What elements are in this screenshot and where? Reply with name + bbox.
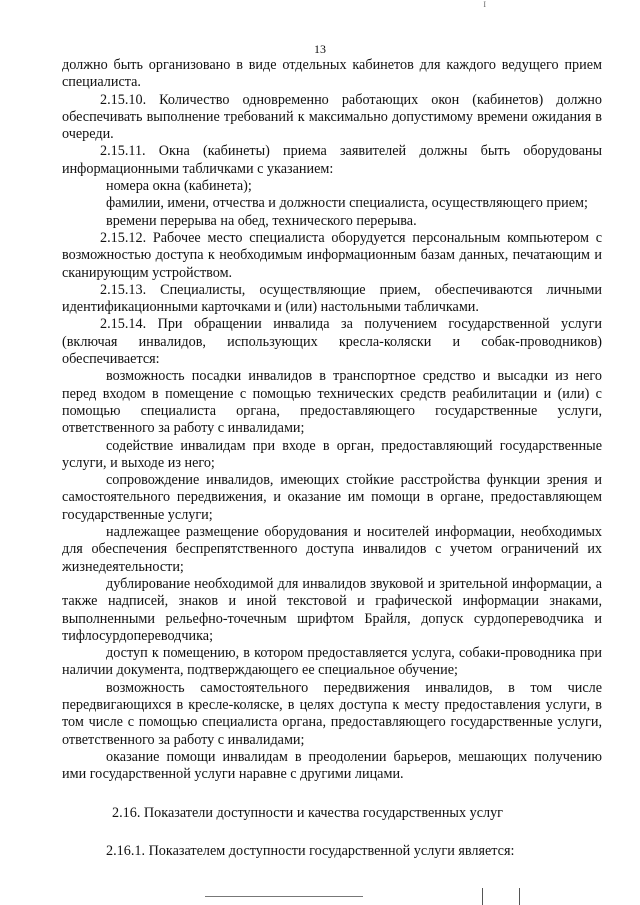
scan-artifact-mark-right — [519, 888, 520, 905]
paragraph-2-15-11: 2.15.11. Окна (кабинеты) приема заявителей должны быть оборудованы информационными табличками с указанием: — [62, 143, 602, 177]
subsection-2-16-1: 2.16.1. Показателем доступности государственной услуги является: — [106, 842, 515, 859]
list-item-information-duplication: дублирование необходимой для инвалидов звуковой и зрительной информации, а также надписей, знаков и иной текстовой и графической информации знаками, выполненными рельефно-точечным шрифтом Брайля, допуск сурдопереводчика и тифлосурдопереводчика; — [62, 575, 602, 644]
paragraph-continued: должно быть организовано в виде отдельных кабинетов для каждого ведущего прием специалиста. — [62, 57, 602, 91]
paragraph-2-15-14: 2.15.14. При обращении инвалида за получением государственной услуги (включая инвалидов, использующих кресла-коляски и собак-проводников) обеспечивается: — [62, 316, 602, 368]
document-body — [62, 57, 602, 860]
scan-corner-mark: I — [483, 0, 486, 9]
list-item-window-number: номера окна (кабинета); — [106, 178, 252, 195]
list-item-guide-dog-access: доступ к помещению, в котором предоставляется услуга, собаки-проводника при наличии документа, подтверждающего ее специальное обучение; — [62, 645, 602, 679]
paragraph-2-15-12: 2.15.12. Рабочее место специалиста оборудуется персональным компьютером с возможностью доступа к необходимым информационным базам данных, печатающим и сканирующим устройством. — [62, 229, 602, 281]
list-item-equipment-placement: надлежащее размещение оборудования и носителей информации, необходимых для обеспечения беспрепятственного доступа инвалидов с учетом ограничений их жизнедеятельности; — [62, 524, 602, 575]
paragraph-2-15-10: 2.15.10. Количество одновременно работающих окон (кабинетов) должно обеспечивать выполнение требований к максимально допустимому времени ожидания в очереди. — [62, 91, 602, 143]
list-item-break-time: времени перерыва на обед, технического перерыва. — [106, 212, 417, 229]
list-item-barrier-help: оказание помощи инвалидам в преодолении барьеров, мешающих получению ими государственной услуги наравне с другими лицами. — [62, 748, 602, 783]
page-number: 13 — [314, 42, 326, 56]
section-heading-2-16: 2.16. Показатели доступности и качества государственных услуг — [112, 805, 503, 822]
paragraph-2-15-13: 2.15.13. Специалисты, осуществляющие прием, обеспечиваются личными идентификационными карточками и (или) настольными табличками. — [62, 281, 602, 316]
list-item-entry-assistance: содействие инвалидам при входе в орган, предоставляющий государственные услуги, и выходе из него; — [62, 437, 602, 471]
list-item-specialist-name: фамилии, имени, отчества и должности специалиста, осуществляющего прием; — [106, 195, 588, 212]
list-item-escort: сопровождение инвалидов, имеющих стойкие расстройства функции зрения и самостоятельного передвижения, и оказание им помощи в органе, предоставляющем государственные услуги; — [62, 472, 602, 523]
scan-artifact-line — [205, 896, 363, 897]
list-item-independent-movement: возможность самостоятельного передвижения инвалидов, в том числе передвигающихся в кресле-коляске, в целях доступа к месту предоставления услуги, в том числе с помощью специалиста органа, предоставляющего государственные услуги, ответственного за работу с инвалидами; — [62, 679, 602, 748]
list-item-transport-access: возможность посадки инвалидов в транспортное средство и высадки из него перед входом в помещение с помощью технических средств реабилитации и (или) с помощью специалиста органа, предоставляющего государственные услуги, ответственного за работу с инвалидами; — [62, 368, 602, 437]
scan-artifact-mark-left — [482, 888, 483, 905]
